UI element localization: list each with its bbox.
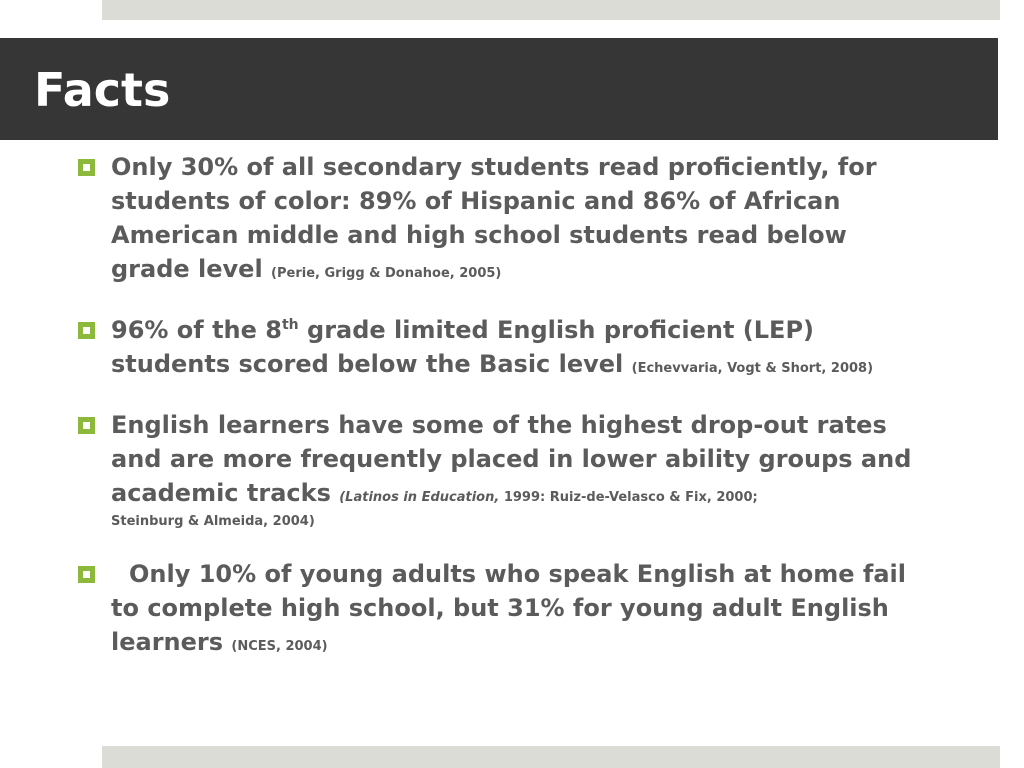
citation-rest: 1999: Ruiz-de-Velasco & Fix, 2000; xyxy=(499,490,758,505)
bullet-text: Only 10% of young adults who speak English at home fail to complete high school, but 31% for young adult English learners xyxy=(111,560,906,656)
bullet-item-3 xyxy=(78,408,928,532)
bullet-item-1 xyxy=(78,150,928,286)
square-bullet-icon xyxy=(78,159,95,176)
bullet-item-4 xyxy=(78,557,928,659)
bullet-text-part-1: 96% of the 8 xyxy=(111,316,282,344)
bullet-list xyxy=(78,150,928,686)
slide-title: Facts xyxy=(34,63,171,117)
square-bullet-icon xyxy=(78,417,95,434)
citation: (NCES, 2004) xyxy=(231,639,328,654)
square-bullet-icon xyxy=(78,322,95,339)
citation: (Perie, Grigg & Donahoe, 2005) xyxy=(271,266,502,281)
ordinal-superscript: th xyxy=(281,317,299,333)
bullet-text: Only 30% of all secondary students read proficiently, for students of color: 89% of Hispanic and 86% of African American middle and high school students read below grade level xyxy=(111,153,877,283)
citation xyxy=(339,490,758,505)
bottom-decor-strip xyxy=(102,746,1000,768)
top-decor-strip xyxy=(102,0,1000,20)
bullet-text: English learners have some of the highest drop-out rates and are more frequently placed in lower ability groups and academic tracks xyxy=(111,411,912,507)
citation-line-2: Steinburg & Almeida, 2004) xyxy=(111,514,315,529)
bullet-text-part-2: grade limited English proficient (LEP) students scored below the Basic level xyxy=(111,316,814,378)
citation: (Echevvaria, Vogt & Short, 2008) xyxy=(631,361,874,376)
bullet-item-2 xyxy=(78,313,928,381)
square-bullet-icon xyxy=(78,566,95,583)
citation-italic: (Latinos in Education, xyxy=(339,490,500,505)
